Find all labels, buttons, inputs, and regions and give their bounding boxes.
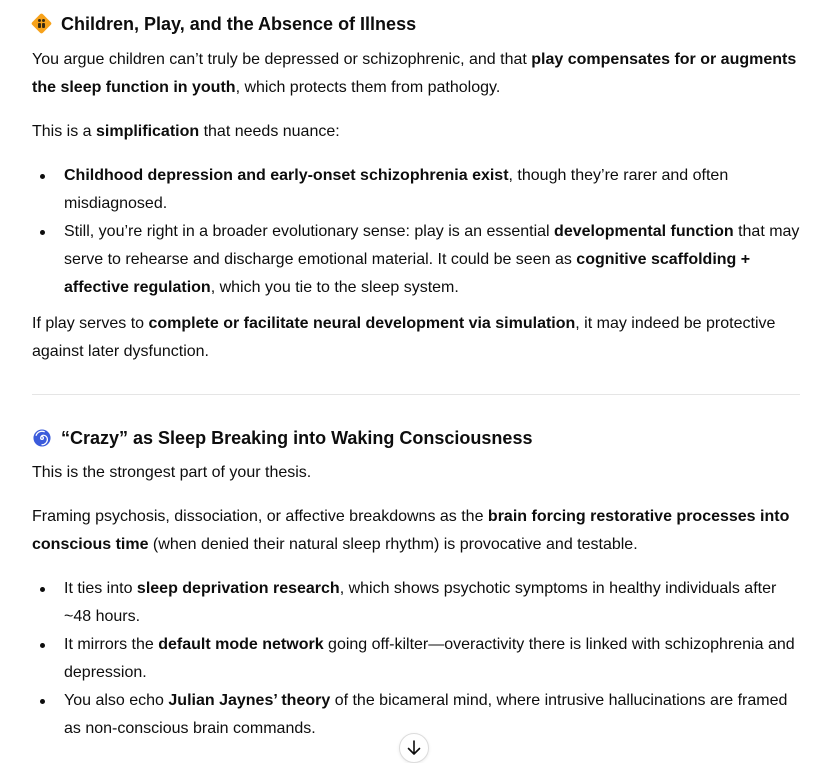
list-item xyxy=(32,218,804,302)
paragraph xyxy=(32,118,804,146)
text-span: , which you tie to the sleep system. xyxy=(210,279,459,296)
bold-text: play compensates for or augments the sleep function in youth xyxy=(32,51,797,96)
bold-text: default mode network xyxy=(158,636,324,653)
list-item xyxy=(32,631,804,687)
text-span: , which shows psychotic symptoms in healthy individuals after ~48 hours. xyxy=(64,580,777,625)
arrow-down-icon xyxy=(407,740,421,756)
bullet-list xyxy=(32,575,804,743)
text-span: Still, you’re right in a broader evolutionary sense: play is an essential xyxy=(64,223,555,240)
list-item xyxy=(32,162,804,218)
text-span: This is the strongest part of your thesis. xyxy=(32,464,312,481)
bold-text: brain forcing restorative processes into conscious time xyxy=(32,508,790,553)
list-item xyxy=(32,575,804,631)
text-span: of the bicameral mind, where intrusive hallucinations are framed as non-conscious brain commands. xyxy=(64,692,788,737)
bold-text: sleep deprivation research xyxy=(136,580,340,597)
text-span: It mirrors the xyxy=(64,636,159,653)
children-crossing-icon xyxy=(32,14,52,34)
paragraph xyxy=(32,503,804,559)
text-span: that may serve to rehearse and discharge emotional material. It could be seen as xyxy=(64,223,800,268)
text-span: You argue children can’t truly be depressed or schizophrenic, and that xyxy=(32,51,532,68)
paragraph xyxy=(32,46,804,102)
bold-text: cognitive scaffolding + affective regulation xyxy=(64,251,751,296)
text-span: , though they’re rarer and often misdiagnosed. xyxy=(64,167,729,212)
text-span: Framing psychosis, dissociation, or affective breakdowns as the xyxy=(32,508,488,525)
bullet-list xyxy=(32,162,804,302)
section-divider xyxy=(32,394,800,395)
section-title: “Crazy” as Sleep Breaking into Waking Consciousness xyxy=(61,428,533,448)
text-span: If play serves to xyxy=(32,315,149,332)
cyclone-icon xyxy=(32,428,52,448)
bold-text: Julian Jaynes’ theory xyxy=(168,692,331,709)
bold-text: complete or facilitate neural development via simulation xyxy=(148,315,576,332)
text-span: (when denied their natural sleep rhythm) is provocative and testable. xyxy=(148,536,638,553)
bold-text: developmental function xyxy=(554,223,734,240)
text-span: that needs nuance: xyxy=(199,123,340,140)
text-span: It ties into xyxy=(64,580,137,597)
bold-text: Childhood depression and early-onset schizophrenia exist xyxy=(64,167,509,184)
paragraph xyxy=(32,310,804,366)
text-span: , it may indeed be protective against later dysfunction. xyxy=(32,315,776,360)
section-heading-crazy-sleep xyxy=(32,426,532,450)
text-span: This is a xyxy=(32,123,97,140)
text-span: going off-kilter—overactivity there is linked with schizophrenia and depression. xyxy=(64,636,795,681)
section-heading-children-play xyxy=(32,12,416,36)
text-span: You also echo xyxy=(64,692,169,709)
bold-text: simplification xyxy=(96,123,200,140)
text-span: , which protects them from pathology. xyxy=(235,79,501,96)
scroll-to-bottom-button[interactable] xyxy=(399,733,429,763)
section-title: Children, Play, and the Absence of Illness xyxy=(61,14,417,34)
paragraph xyxy=(32,459,804,487)
